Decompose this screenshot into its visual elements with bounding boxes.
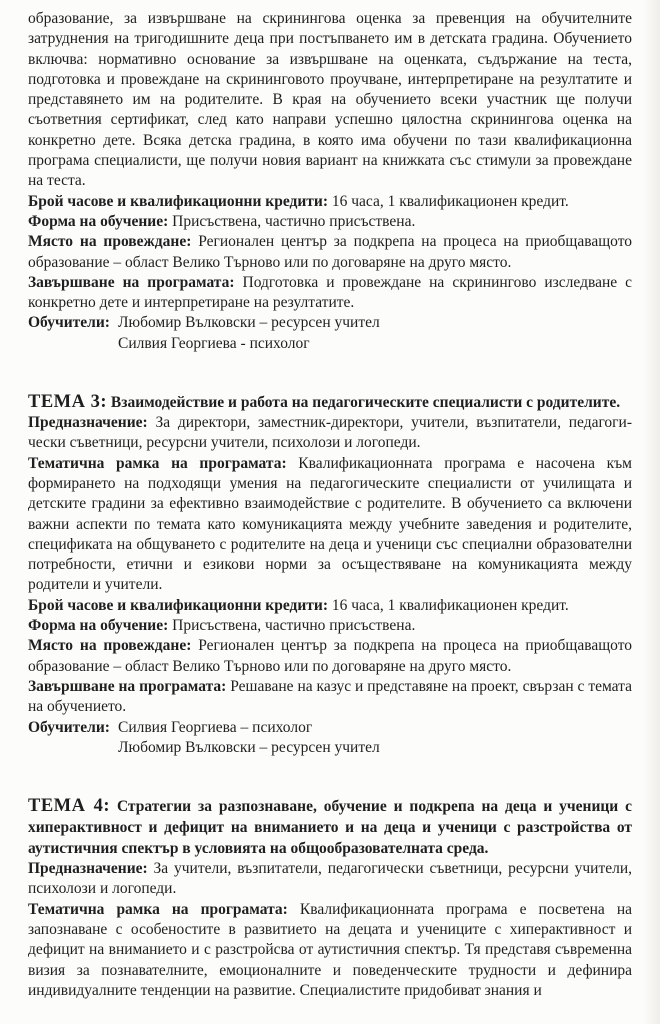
field-label: Тематична рамка на програмата: xyxy=(28,454,287,472)
field-label: Завършване на програмата: xyxy=(28,677,227,695)
trainer-name: Любомир Вълковски – ресурсен учител xyxy=(118,738,380,756)
trainers-block xyxy=(28,718,632,759)
section-tema4 xyxy=(28,796,632,1001)
field-form xyxy=(28,212,632,232)
trainers-names xyxy=(118,718,632,759)
field-text: Подготовка и провеждане на скринингово изследване с конкретно дете и интерпретиране на резултатите. xyxy=(28,273,633,312)
field-text: 16 часа, 1 квалификационен кредит. xyxy=(331,192,569,210)
field-text: За учители, възпитатели, педагогически съветници, ресурсни учители, психолози и логопеди. xyxy=(28,860,633,898)
field-thematic-frame xyxy=(28,900,632,1001)
field-text: За директори, заместник-директори, учители, възпитатели, педагоги-чески съветници, ресурсни учители, психолози и логопеди. xyxy=(28,414,632,452)
field-text: Регионален център за подкрепа на процеса на приобщаващото образование – област Велико Търново или по договаряне на друго място. xyxy=(28,637,633,675)
trainer-name: Силвия Георгиева – психолог xyxy=(118,718,313,736)
section-tema3 xyxy=(28,392,632,758)
field-hours xyxy=(28,596,632,616)
field-completion xyxy=(28,677,632,718)
tema4-title: Стратегии за разпознаване, обучение и подкрепа на деца и ученици с хиперактивност и дефицит на вниманието и на деца и ученици с разстройства от аутистичния спектър в условията на общообразователната среда. xyxy=(28,798,632,858)
field-hours xyxy=(28,192,632,212)
field-location xyxy=(28,636,632,677)
field-form xyxy=(28,616,632,636)
field-purpose xyxy=(28,859,632,900)
field-label: Форма на обучение: xyxy=(28,212,169,230)
field-label: Завършване на програмата: xyxy=(28,273,235,291)
trainer-name: Любомир Вълковски – ресурсен учител xyxy=(118,314,380,332)
field-label: Тематична рамка на програмата: xyxy=(28,900,288,918)
tema3-number: ТЕМА 3: xyxy=(28,392,108,413)
trainers-names xyxy=(118,313,632,354)
trainers-label: Обучители: xyxy=(28,314,110,332)
field-label: Място на провеждане: xyxy=(28,637,192,655)
field-text: Квалификационната програма е посветена на запознаване с особеностите в развитието на децата и учениците с хиперактивност и дефицит на вниманието и с разстройсва от аутистичния спектър. Тя представя съвременна визия за познавателните, емоционалните и поведенческите трудности и дефинира индивидуалните тенденции на развитие. Специалистите придобиват знания и xyxy=(28,900,632,999)
field-label: Място на провеждане: xyxy=(28,233,192,251)
field-text: Присъствена, частично присъствена. xyxy=(172,617,416,635)
field-text: Присъствена, частично присъствена. xyxy=(172,212,416,230)
trainers-block xyxy=(28,313,632,354)
field-purpose xyxy=(28,413,632,454)
field-label: Предназначение: xyxy=(28,860,148,878)
tema4-number: ТЕМА 4: xyxy=(28,796,111,817)
body-paragraph: образование, за извършване на скринингова оценка за превенция на обучителните затруднения на тригодишните деца при постъпването им в детската градина. Обучението включва: нормативно основание за извършване на оценката, съдържание на теста, подготовка и провеждане на скрининговото проучване, интерпретиране на резултатите и представянето им на родителите. В края на обучението всеки участник ще получи съответния сертификат, след като направи успешно цялостна скринингова оценка на конкретно дете. Всяка детска градина, в която има обучени по тази квалификационна програма специалисти, ще получи новия вариант на книжката със стимули за провеждане на теста. xyxy=(28,10,632,190)
field-label: Предназначение: xyxy=(28,414,148,432)
trainer-name: Силвия Георгиева - психолог xyxy=(118,334,310,352)
field-text: Регионален център за подкрепа на процеса на приобщаващото образование – област Велико Търново или по договаряне на друго място. xyxy=(28,233,633,271)
tema3-title: Взаимодействие и работа на педагогическите специалисти с родителите. xyxy=(110,394,621,412)
field-completion xyxy=(28,273,632,314)
field-label: Брой часове и квалификационни кредити: xyxy=(28,192,328,210)
field-text: Решаване на казус и представяне на проект, свързан с темата на обучението. xyxy=(28,677,633,716)
tema3-heading xyxy=(28,392,632,413)
field-thematic-frame xyxy=(28,454,632,596)
trainers-label: Обучители: xyxy=(28,718,110,736)
field-label: Брой часове и квалификационни кредити: xyxy=(28,596,328,614)
tema4-heading xyxy=(28,796,632,859)
field-label: Форма на обучение: xyxy=(28,617,169,635)
section-tema2-continuation xyxy=(28,9,632,354)
field-text: Квалификационната програма е насочена към формирането на подходящи умения на педагогическите специалисти от училищата и детските градини за ефективно взаимодействие с родителите. В обучението са включени важни аспекти по темата като комуникацията между учебните заведения и родителите, спецификата на общуването с родителите на деца и ученици със специални образователни потребности, етични и езикови норми за осъществяване на комуникацията между родители и учители. xyxy=(28,454,632,594)
field-location xyxy=(28,232,632,273)
field-text: 16 часа, 1 квалификационен кредит. xyxy=(331,596,569,614)
